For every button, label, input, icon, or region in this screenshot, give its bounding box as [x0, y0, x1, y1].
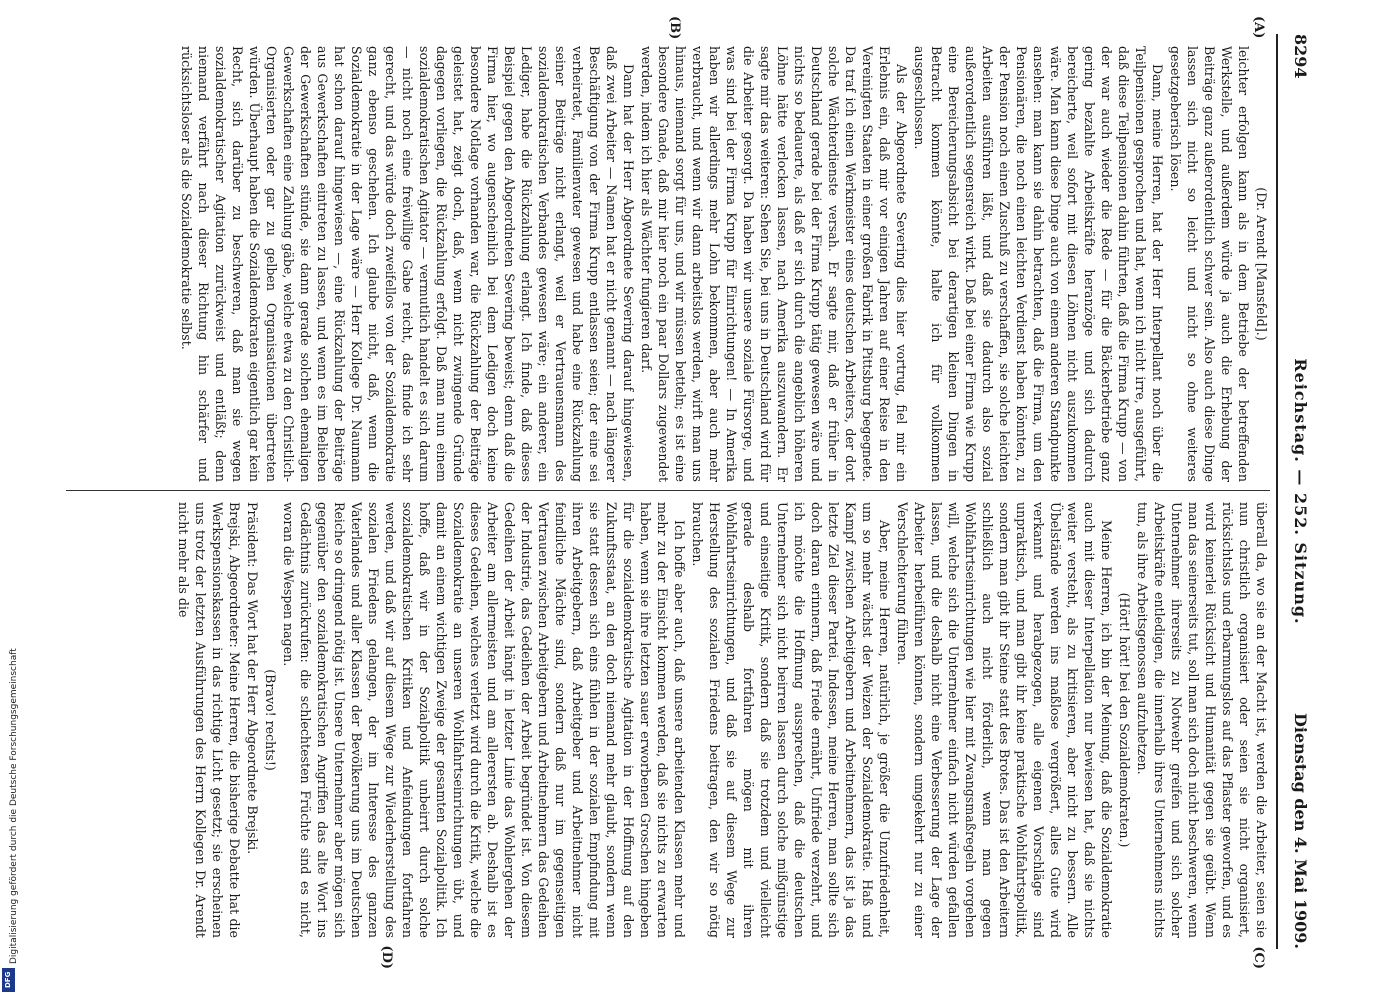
- paragraph: Als der Abgeordnete Severing dies hier vortrug, fiel mir ein Erlebnis ein, daß mir vor einigen Jahren auf einer Reise in den Vereinigten Staaten in einer großen Fabrik in Pittsburg begegnete. Da traf ich einen Werkmeister eines deutschen Arbeiters, der dort solche Wächterdienste versah. Er sagte mir, daß er früher in Deutschland gerade bei der Firma Krupp tätig gewesen wäre und nichts so bedauerte, als daß er sich durch die angeblich höheren Löhne hätte verlocken lassen, nach Amerika auszuwandern. Er sagte mir das weiteren: Sehen Sie, bei uns in Deutschland wird für die Arbeiter gesorgt. Da haben wir unsere soziale Fürsorge, und was sind bei der Firma Krupp für Einrichtungen! — In Amerika haben wir allerdings mehr Lohn bekommen, aber auch mehr verbraucht, und wenn wir dann arbeitslos werden, wirft man uns hinaus, niemand sorgt für uns, und wir müssen betteln; es ist eine besondere Gnade, daß mir hier noch ein paar Dollars zugewendet werden, indem ich hier als Wächter fungieren darf.: [639, 46, 909, 482]
- left-column: [66, 46, 1270, 482]
- interjection: (Bravo! rechts!): [263, 669, 278, 771]
- interjection: (Hört! hört! bei den Sozialdemokraten.): [1117, 592, 1132, 848]
- dfg-logo: DFG: [2, 968, 15, 992]
- paragraph: Dann, meine Herren, hat der Herr Interpellant noch über die Teilpensionen gesprochen und hat, wenn ich nicht irre, ausgeführt, daß diese Teilpensionen dahin führten, daß die Firma Krupp — von der war auch wieder die Rede — für die Bäckerbetriebe ganz gering bezahlte Arbeitskräfte heranzöge und sich dadurch bereicherte, weil sofort mit diesen Löhnen nicht auszukommen wäre. Man kann diese Dinge auch von einem anderen Standpunkte ansehen: man kann sie dahin betrachten, daß die Firma, um den Pensionären, die noch einen leichten Verdienst haben könnten, zu der Pension noch einen Zuschuß zu verschaffen, sie solche leichten Arbeiten ausführen läßt, und daß sie dadurch also sozial außerordentlich segensreich wirkt. Daß bei einer Firma wie Krupp eine Bereicherungsabsicht bei derartigen kleinen Dingen in Betracht kommen könnte, halte ich für vollkommen ausgeschlossen.: [912, 46, 1165, 482]
- margin-mark-a: (A): [1251, 16, 1266, 39]
- right-column: [66, 502, 1270, 938]
- speaker-remark: Brejski, Abgeordneter: Meine Herren, die bisherige Debatte hat die Werkspensionskassen in das richtige Licht gesetzt; sie erscheinen uns trotz der letzten Ausführungen des Herrn Kollegen Dr. Arendt nicht mehr als die: [176, 502, 242, 938]
- paragraph: Meine Herren, ich bin der Meinung, daß die Sozialdemokratie auch mit dieser Interpellation nur bewiesen hat, daß sie nichts weiter versteht, als zu kritisieren, aber nicht zu bessern. Alle Übelstände werden ins maßlose vergrößert, alles Gute wird verkannt und herabgezogen, alle eigenen Vorschläge sind unpraktisch, und man gibt ihr keine praktische Wohlfahrtspolitik, sondern man gibt ihr Steine statt des Brotes. Das ist den Arbeitern schließlich auch nicht förderlich, wenn man gegen Wohlfahrtseinrichtungen wie hier mit Zwangsmaßregeln vorgehen will, welche sich die Unternehmer einfach nicht würden gefallen lassen, und die deshalb nicht eine Verbesserung der Lage der Arbeiter herbeiführen können, sondern umgekehrt nur zu einer Verschlechterung führen.: [895, 502, 1114, 938]
- page-title: Reichstag. — 252. Sitzung.: [1291, 358, 1310, 625]
- page-number: 8294: [1291, 34, 1310, 79]
- margin-mark-c: (C): [1251, 946, 1266, 969]
- margin-mark-d: (D): [379, 945, 394, 969]
- paragraph: Dann hat der Herr Abgeordnete Severing darauf hingewiesen, daß zwei Arbeiter — Namen hat er nicht genannt — nach längerer Beschäftigung von der Firma Krupp entlassen seien; der eine sei verheiratet, Familienvater gewesen und habe eine Rückzahlung seiner Beiträge nicht erlangt, weil er Vertrauensmann des sozialdemokratischen Verbandes gewesen wäre; ein anderer, ein Lediger, habe die Rückzahlung erlangt. Ich finde, daß dieses Beispiel gegen den Abgeordneten Severing beweist; denn daß die Firma hier, wo augenscheinlich bei dem Ledigen doch keine besondere Notlage vorhanden war, die Rückzahlung der Beiträge geleistet hat, zeigt doch, daß, wenn nicht zwingende Gründe dagegen vorliegen, die Rückzahlung erfolgt. Daß man nun einem sozialdemokratischen Agitator — vermutlich handelt es sich darum — nicht noch eine freiwillige Gabe reicht, das finde ich sehr gerecht, und das würde doch zweifellos von der Sozialdemokratie ganz ebenso geschehen. Ich glaube nicht, daß, wenn die Sozialdemokratie in der Lage wäre — Herr Kollege Dr. Naumann hat schon darauf hingewiesen —, eine Rückzahlung der Beiträge aus Gewerkschaften eintreten zu lassen, und wenn es im Belieben der Gewerkschaften stünde, sie dann gerade solchen ehemaligen Gewerkschaften eine Zahlung gäbe, welche etwa zu den Christlich-Organisierten oder gar zu gelben Organisationen übertreten würden. Überhaupt haben die Sozialdemokraten eigentlich gar kein Recht, sich darüber zu beschweren, daß man sie wegen sozialdemokratischer Agitation zurückweist und entläßt; denn niemand verfährt nach dieser Richtung hin schärfer und rücksichtsloser als die Sozialdemokratie selbst.: [179, 46, 636, 482]
- paragraph: Aber, meine Herren, natürlich, je größer die Unzufriedenheit, um so mehr wächst der Weizen der Sozialdemokratie. Haß und Kampf zwischen Arbeitgebern und Arbeitnehmern, das ist ja das letzte Ziel dieser Partei. Indessen, meine Herren, man sollte sich doch daran erinnern, daß Friede ernährt, Unfriede verzehrt, und ich möchte die Hoffnung aussprechen, daß die deutschen Unternehmer sich nicht beirren lassen durch solche mißgünstige und einseitige Kritik, sondern daß sie trotzdem und vielleicht gerade deshalb fortfahren mögen mit ihren Wohlfahrtseinrichtungen, und daß sie auf diesem Wege zur Herstellung des sozialen Friedens beitragen, den wir so nötig brauchen.: [690, 502, 892, 938]
- speaker-header: (Dr. Arendt [Mansfeld].): [1254, 187, 1269, 341]
- president-remark: Präsident: Das Wort hat der Herr Abgeordnete Brejski.: [245, 502, 260, 855]
- funding-credit: [9, 40, 19, 990]
- column-divider: [66, 490, 1270, 491]
- header-rule: [1276, 34, 1278, 949]
- session-date: Dienstag den 4. Mai 1909.: [1291, 713, 1310, 949]
- page-header: [1280, 34, 1310, 949]
- rotated-page: [58, 16, 1318, 969]
- funding-credit-text: Digitalisierung gefördert durch die Deutsche Forschungsgemeinschaft: [9, 648, 19, 964]
- paragraph: Ich hoffe aber auch, daß unsere arbeitenden Klassen mehr und mehr zu der Einsicht kommen werden, daß sie nichts zu erwarten haben, wenn sie ihre letzten sauer erworbenen Groschen hingeben für die sozialdemokratische Agitation in der Hoffnung auf den Zukunftsstaat, an den doch niemand mehr glaubt, sondern wenn sie statt dessen sich eins fühlen in der sozialen Empfindung mit ihren Arbeitgebern, daß Arbeitgeber und Arbeitnehmer nicht feindliche Mächte sind, sondern daß nur im gegenseitigen Vertrauen zwischen Arbeitgebern und Arbeitnehmern das Gedeihen der Industrie, das Gedeihen der Arbeit begründet ist. Von diesem Gedeihen der Arbeit hängt in letzter Linie das Wohlergehen der Arbeiter am allermeisten und am allerersten ab. Deshalb ist es dieses Gedeihen, welches verletzt wird durch die Kritik, welche die Sozialdemokratie an unseren Wohlfahrtseinrichtungen übt, und damit an einem wichtigen Zweige der gesamten Sozialpolitik. Ich hoffe, daß wir in der Sozialpolitik unbeirrt durch solche sozialdemokratischen Kritiken und Anfeindungen fortfahren werden, und daß wir auf diesem Wege zur Wiederherstellung des sozialen Friedens gelangen, der im Interesse des ganzen Vaterlandes und aller Klassen der Bevölkerung uns im Deutschen Reiche so dringend nötig ist. Unsere Unternehmer aber mögen sich gegenüber den sozialdemokratischen Angriffen das alte Wort ins Gedächtnis zurückrufen: die schlechtesten Früchte sind es nicht, woran die Wespen nagen.: [281, 502, 687, 938]
- paragraph: leichter erfolgen kann als in dem Betriebe der betreffenden Werkstelle, und außerdem würde ja auch die Erhebung der Beiträge ganz außerordentlich schwer sein. Also auch diese Dinge lassen sich nicht so leicht und nicht so ohne weiteres gesetzgeberisch lösen.: [1168, 46, 1251, 482]
- margin-mark-b: (B): [667, 16, 682, 40]
- paragraph: überall da, wo sie an der Macht ist, werden die Arbeiter, seien sie nun christlich organisiert oder seien sie nicht organisiert, rücksichtslos und erbarmungslos auf das Pflaster geworfen, und es wird keinerlei Rücksicht und Humanität gegen sie geübt. Wenn man das seinerseits tut, soll man sich doch nicht beschweren, wenn Unternehmer ihrerseits zu Notwehr greifen und sich solcher Arbeitskräfte entledigen, die innerhalb ihres Unternehmens nichts tun, als ihre Arbeitsgenossen aufzuhetzen.: [1135, 502, 1269, 938]
